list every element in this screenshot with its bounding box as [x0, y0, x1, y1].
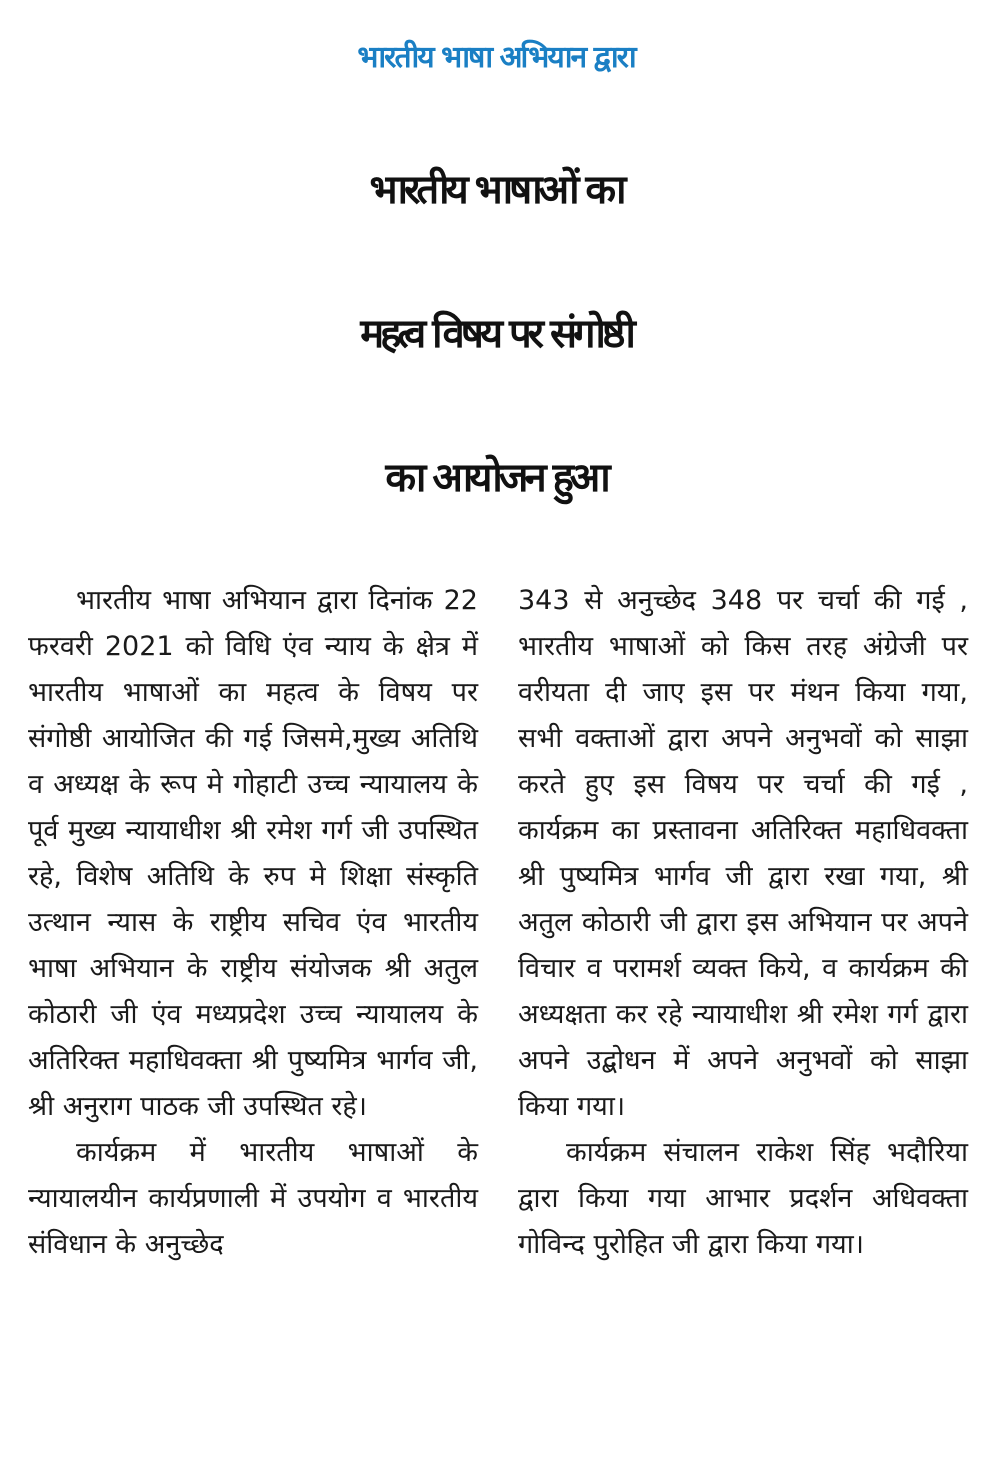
article-column-left	[28, 578, 478, 1268]
article-paragraph: कार्यक्रम में भारतीय भाषाओं के न्यायालयीन कार्यप्रणाली में उपयोग व भारतीय संविधान के अनुच्छेद	[28, 1137, 478, 1260]
headline-line-2: महत्व विषय पर संगोष्ठी	[360, 311, 632, 357]
article-paragraph: भारतीय भाषा अभियान द्वारा दिनांक 22 फरवरी 2021 को विधि एंव न्याय के क्षेत्र में भारतीय भाषाओं का महत्व के विषय पर संगोष्ठी आयोजित की गई जिसमे,मुख्य अतिथि व अध्यक्ष के रूप मे गोहाटी उच्च न्यायालय के पूर्व मुख्य न्यायाधीश श्री रमेश गर्ग जी उपस्थित रहे, विशेष अतिथि के रुप मे शिक्षा संस्कृति उत्थान न्यास के राष्ट्रीय सचिव एंव भारतीय भाषा अभियान के राष्ट्रीय संयोजक श्री अतुल कोठारी जी एंव मध्यप्रदेश उच्च न्यायालय के अतिरिक्त महाधिवक्ता श्री पुष्यमित्र भार्गव जी, श्री अनुराग पाठक जी उपस्थित रहे।	[28, 585, 478, 1122]
headline-line-1: भारतीय भाषाओं का	[369, 167, 623, 213]
article-body	[28, 578, 968, 1268]
article-paragraph: कार्यक्रम संचालन राकेश सिंह भदौरिया द्वारा किया गया आभार प्रदर्शन अधिवक्ता गोविन्द पुरोहित जी द्वारा किया गया।	[518, 1137, 968, 1260]
article-paragraph-continued: 343 से अनुच्छेद 348 पर चर्चा की गई , भारतीय भाषाओं को किस तरह अंग्रेजी पर वरीयता दी जाए इस पर मंथन किया गया, सभी वक्ताओं द्वारा अपने अनुभवों को साझा करते हुए इस विषय पर चर्चा की गई , कार्यक्रम का प्रस्तावना अतिरिक्त महाधिवक्ता श्री पुष्यमित्र भार्गव जी द्वारा रखा गया, श्री अतुल कोठारी जी द्वारा इस अभियान पर अपने विचार व परामर्श व्यक्त किये, व कार्यक्रम की अध्यक्षता कर रहे न्यायाधीश श्री रमेश गर्ग द्वारा अपने उद्बोधन में अपने अनुभवों को साझा किया गया।	[518, 585, 968, 1122]
kicker-heading: भारतीय भाषा अभियान द्वारा	[357, 40, 635, 75]
headline	[0, 118, 992, 550]
headline-line-3: का आयोजन हुआ	[385, 455, 607, 501]
article-column-right	[518, 578, 968, 1268]
